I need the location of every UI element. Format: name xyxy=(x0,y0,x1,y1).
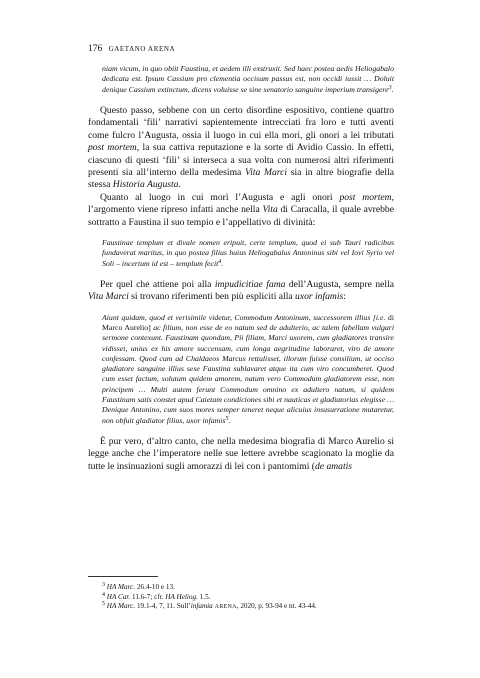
footnote-text: 11.6-7; cfr. xyxy=(130,592,166,601)
footnote-smallcaps: ARENA xyxy=(214,604,237,610)
para-italic: Vita xyxy=(262,204,278,216)
block-quote-2: Faustinae templum et divale nomen eripuit, certe templum, quod ei sub Tauri radicibus fundaverat maritus, in quo postea filius huius Heliogabalus Antoninus sibi vel Iovi Syrio vel Soli – incertum id est – templum fecit$^4$. xyxy=(102,237,394,268)
quote-upright: i.e. xyxy=(375,312,386,322)
page-body xyxy=(88,44,394,473)
para-text: sia in altre biografie della stessa xyxy=(88,166,394,191)
quote-text: ac filium, non esse de eo natum sed de adulterio, ac talem fabellam vulgari sermone contexunt. Faustinam quondam, Pii filiam, Marci uxorem, cum gladiatores transire vidisset, unius ex his amore succensam, cum longa aegritudine laboraret, viro de amore confessam. Quod cum ad Chaldaeos Marcus rettulisset, illorum fuisse consilium, ut occiso gladiatore sanguine illius sese Faustina sublavaret atque ita cum viro concumberet. Quod cum esset factum, solutum quidem amorem, natum vero Commodum gladiatorem esse, non principem … Multi autem ferunt Commodum omnino ex adultero natum, si quidem Faustinam satis constet apud Caietam condiciones sibi et nauticas et gladiatorias elegisse … Denique Antonino, cum suos mores semper teneret neque alicuius insusurratione mutaretur, non obfuit gladiator filius, uxor infamis xyxy=(102,322,394,425)
footnote-text: 19.1-4, 7, 11. Sull’ xyxy=(135,602,191,610)
paragraph-2 xyxy=(88,192,394,229)
para-italic: impudicitiae fama xyxy=(214,278,286,290)
footnotes xyxy=(88,576,394,613)
footnote-text: 1.5. xyxy=(197,592,211,601)
para-italic: post mortem xyxy=(88,142,137,154)
footnote-rule xyxy=(88,576,158,577)
para-text: . xyxy=(178,179,181,191)
footnote-number: 3 xyxy=(102,582,105,588)
para-text: , l’argomento viene ripreso infatti anche nella xyxy=(88,191,395,216)
page-number: 176 xyxy=(88,44,103,54)
running-header xyxy=(88,44,394,58)
para-text: si trovano riferimenti ben più espliciti alla xyxy=(128,291,296,303)
para-text: Questo passo, sebbene con un certo disordine espositivo, contiene quattro fondamentali ‘fili’ narrativi sapientemente intrecciati fra loro e tutti aventi come fulcro l’Augusta, ossia il luogo in cui ella morì, gli onori a lei tributati xyxy=(88,104,394,141)
para-italic: post mortem xyxy=(339,191,392,203)
block-quote-1: niam vicum, in quo obiit Faustina, et aedem illi exstruxit. Sed haec postea aedis Heliogabalo dedicata est. Ipsum Cassium pro clementia occisum passus est, non occidi iussit … Doluit denique Cassium extinctum, dicens voluisse se sine senatorio sanguine imperium transigere$^3$. xyxy=(102,64,394,94)
quote-text: Faustinae templum et divale nomen eripuit, certe templum, quod ei sub Tauri radicibus fundaverat maritus, in quo postea filius huius Heliogabalus Antoninus sibi vel Iovi Syrio vel Soli – incertum id est – templum fecit xyxy=(102,237,394,268)
footnote-italic: infamia xyxy=(190,602,213,610)
para-italic: uxor infamis xyxy=(295,291,344,303)
para-text: Per quel che attiene poi alla xyxy=(100,278,215,290)
footnote-text: 26.4-10 e 13. xyxy=(135,583,175,591)
footnote-italic: HA Car. xyxy=(106,592,131,601)
para-italic: Historia Augusta xyxy=(112,179,179,191)
footnote-ref: 3 xyxy=(388,84,392,91)
para-text: : xyxy=(343,291,346,303)
running-author: GAETANO ARENA xyxy=(108,45,176,53)
para-italic: Vita Marci xyxy=(88,291,129,303)
paragraph-3 xyxy=(88,279,394,304)
para-text: , la sua cattiva reputazione e la sorte di Avidio Cassio. In effetti, ciascuno di questi ‘fili’ si interseca a sua volta con numerosi altri riferimenti presenti sia all’interno della medesima xyxy=(88,142,395,178)
para-text: È pur vero, d’altro canto, che nella medesima biografia di Marco Aurelio si legge anche che l’imperatore nelle sue lettere avrebbe scagionato la moglie da tutte le insinuazioni sugli amorazzi di lei con i pantomimi ( xyxy=(88,435,394,472)
quote-text: Aiunt quidam, quod et verisimile videtur, Commodum Antoninum, successorem illius [ xyxy=(102,312,376,322)
paragraph-1 xyxy=(88,105,394,192)
footnote-5 xyxy=(102,602,394,613)
para-text: dell’Augusta, sempre nella xyxy=(285,278,395,290)
footnote-3 xyxy=(102,583,394,593)
footnote-number: 5 xyxy=(102,601,105,607)
footnote-4 xyxy=(102,593,394,603)
para-italic: Vita Marci xyxy=(245,166,288,178)
footnote-italic: HA Marc. xyxy=(106,602,136,610)
block-quote-3: Aiunt quidam, quod et verisimile videtur, Commodum Antoninum, successorem illius [i.e. di Marco Aurelio] ac filium, non esse de eo natum sed de adulterio, ac talem fabellam vulgari sermone contexunt. Faustinam quondam, Pii filiam, Marci uxorem, cum gladiatores transire vidisset, unius ex his amore succensam, cum longa aegritudine laboraret, viro de amore confessam. Quod cum ad Chaldaeos Marcus rettulisset, illorum fuisse consilium, ut occiso gladiatore sanguine illius sese Faustina sublavaret atque ita cum viro concumberet. Quod cum esset factum, solutum quidem amorem, natum vero Commodum gladiatorem esse, non principem … Multi autem ferunt Commodum omnino ex adultero natum, si quidem Faustinam satis constet apud Caietam condiciones sibi et nauticas et gladiatorias elegisse … Denique Antonino, cum suos mores semper teneret neque alicuius insusurratione mutaretur, non obfuit gladiator filius, uxor infamis$^5$. xyxy=(102,312,394,425)
footnote-ref: 5 xyxy=(225,415,229,422)
para-text: di Caracalla, il quale avrebbe sottratto a Faustina il suo tempio e l’appellativo di divinità: xyxy=(88,204,394,228)
quote-text: niam vicum, in quo obiit Faustina, et aedem illi exstruxit. Sed haec postea aedis Heliogabalo dedicata est. Ipsum Cassium pro clementia occisum passus est, non occidi iussit … Doluit denique Cassium extinctum, dicens voluisse se sine senatorio sanguine imperium transigere xyxy=(102,64,394,94)
para-italic: de amatis xyxy=(315,460,353,472)
footnote-italic: HA Heliog. xyxy=(165,592,198,601)
footnote-italic: HA Marc. xyxy=(106,583,136,591)
footnote-ref: 4 xyxy=(218,258,222,265)
paragraph-4 xyxy=(88,436,394,473)
footnote-number: 4 xyxy=(102,591,105,598)
para-text: Quanto al luogo in cui morì l’Augusta e agli onori xyxy=(100,191,340,203)
quote-upright: di Marco Aurelio] xyxy=(102,312,394,332)
footnote-text: , 2020, p. 93-94 e nt. 43-44. xyxy=(236,602,317,610)
